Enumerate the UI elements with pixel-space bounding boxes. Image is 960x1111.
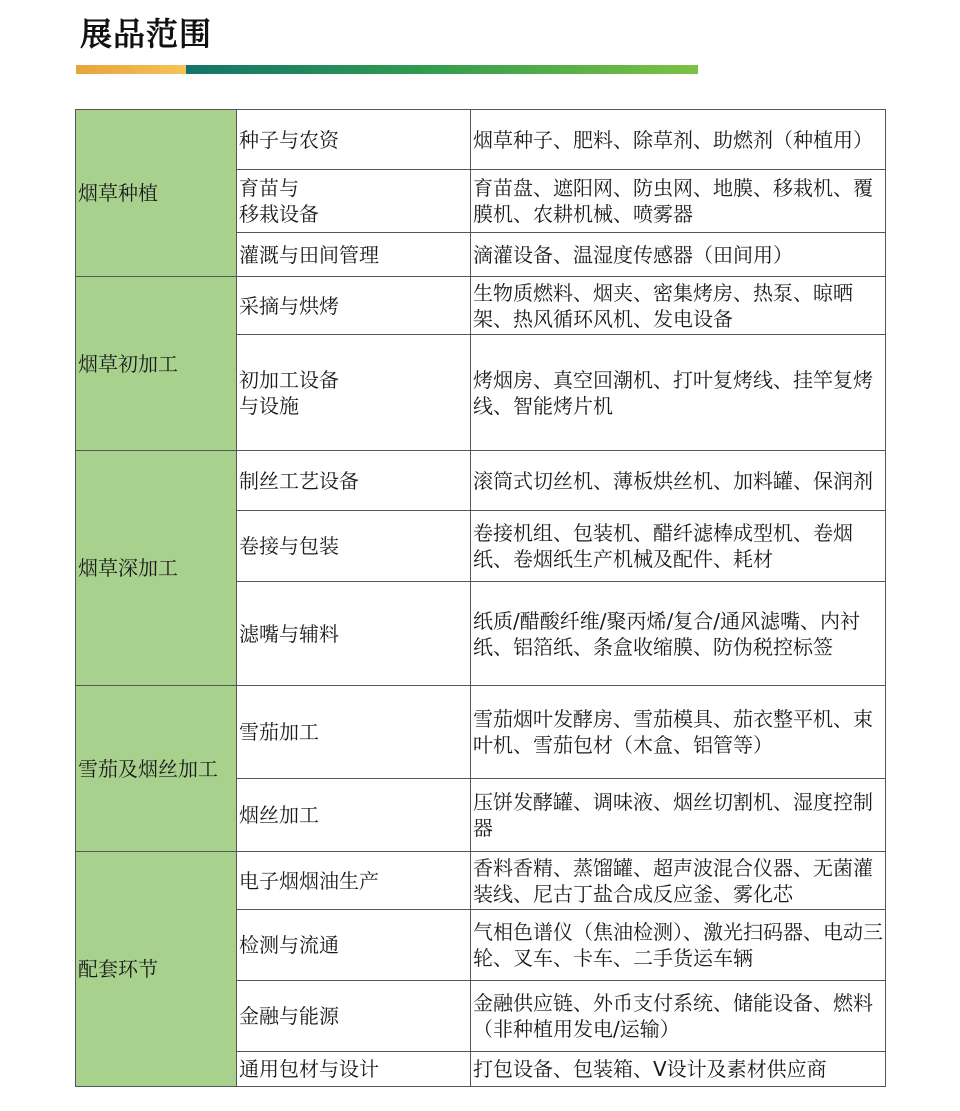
- items-cell: 滴灌设备、温湿度传感器（田间用）: [471, 233, 886, 277]
- table-row: [76, 686, 886, 779]
- category-cell: 烟草深加工: [76, 451, 237, 686]
- items-cell: 育苗盘、遮阳网、防虫网、地膜、移栽机、覆膜机、农耕机械、喷雾器: [471, 170, 886, 233]
- subcategory-cell: 电子烟烟油生产: [237, 852, 471, 910]
- items-cell: 香料香精、蒸馏罐、超声波混合仪器、无菌灌装线、尼古丁盐合成反应釜、雾化芯: [471, 852, 886, 910]
- items-cell: 烤烟房、真空回潮机、打叶复烤线、挂竿复烤线、智能烤片机: [471, 335, 886, 451]
- items-cell: 压饼发酵罐、调味液、烟丝切割机、湿度控制器: [471, 779, 886, 852]
- table-row: [76, 110, 886, 170]
- items-cell: 卷接机组、包装机、醋纤滤棒成型机、卷烟纸、卷烟纸生产机械及配件、耗材: [471, 511, 886, 582]
- subcategory-cell: 检测与流通: [237, 910, 471, 981]
- title-accent-bar: [76, 65, 698, 74]
- category-cell: 烟草种植: [76, 110, 237, 277]
- items-cell: 气相色谱仪（焦油检测）、激光扫码器、电动三轮、叉车、卡车、二手货运车辆: [471, 910, 886, 981]
- subcategory-cell: 种子与农资: [237, 110, 471, 170]
- category-cell: 雪茄及烟丝加工: [76, 686, 237, 852]
- subcategory-cell: 育苗与 移栽设备: [237, 170, 471, 233]
- subcategory-cell: 通用包材与设计: [237, 1052, 471, 1087]
- subcategory-cell: 制丝工艺设备: [237, 451, 471, 511]
- table-row: [76, 451, 886, 511]
- items-cell: 滚筒式切丝机、薄板烘丝机、加料罐、保润剂: [471, 451, 886, 511]
- subcategory-cell: 采摘与烘烤: [237, 277, 471, 335]
- items-cell: 纸质/醋酸纤维/聚丙烯/复合/通风滤嘴、内衬纸、铝箔纸、条盒收缩膜、防伪税控标签: [471, 582, 886, 686]
- subcategory-cell: 滤嘴与辅料: [237, 582, 471, 686]
- subcategory-cell: 灌溉与田间管理: [237, 233, 471, 277]
- table-row: [76, 277, 886, 335]
- category-cell: 配套环节: [76, 852, 237, 1087]
- table-row: [76, 852, 886, 910]
- items-cell: 金融供应链、外币支付系统、储能设备、燃料（非种植用发电/运输）: [471, 981, 886, 1052]
- items-cell: 雪茄烟叶发酵房、雪茄模具、茄衣整平机、束叶机、雪茄包材（木盒、铝管等）: [471, 686, 886, 779]
- items-cell: 生物质燃料、烟夹、密集烤房、热泵、晾晒架、热风循环风机、发电设备: [471, 277, 886, 335]
- accent-bar-orange: [76, 65, 186, 74]
- exhibit-scope-table: [75, 109, 886, 1087]
- accent-bar-green: [186, 65, 698, 74]
- items-cell: 烟草种子、肥料、除草剂、助燃剂（种植用）: [471, 110, 886, 170]
- subcategory-cell: 烟丝加工: [237, 779, 471, 852]
- page-title: 展品范围: [80, 15, 213, 53]
- subcategory-cell: 卷接与包装: [237, 511, 471, 582]
- category-cell: 烟草初加工: [76, 277, 237, 451]
- subcategory-cell: 初加工设备 与设施: [237, 335, 471, 451]
- items-cell: 打包设备、包装箱、V设计及素材供应商: [471, 1052, 886, 1087]
- subcategory-cell: 金融与能源: [237, 981, 471, 1052]
- subcategory-cell: 雪茄加工: [237, 686, 471, 779]
